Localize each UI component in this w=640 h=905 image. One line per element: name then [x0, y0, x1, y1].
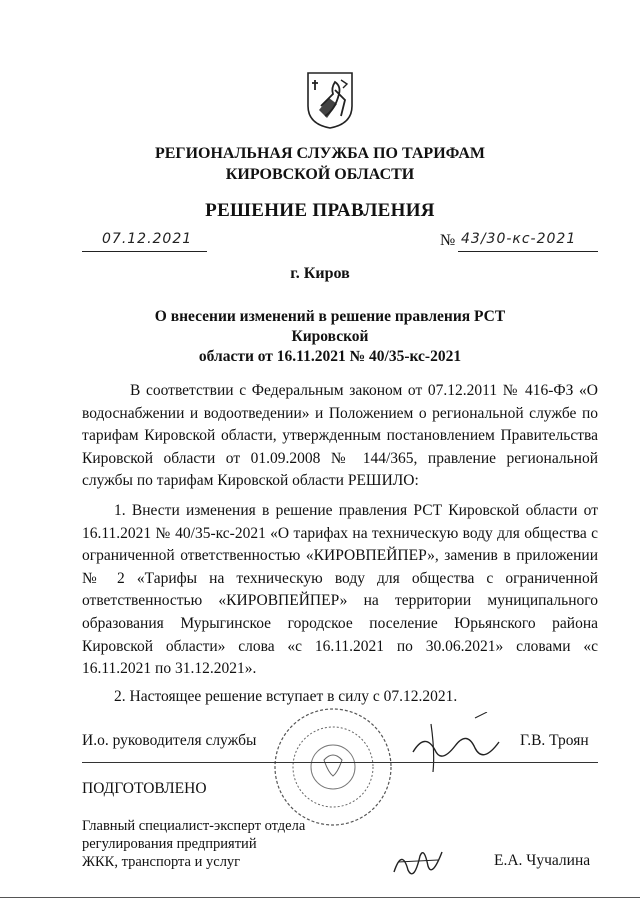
preparer-signature	[388, 842, 448, 882]
head-signature	[405, 712, 505, 782]
official-stamp	[272, 702, 394, 832]
org-name-line1: РЕГИОНАЛЬНАЯ СЛУЖБА ПО ТАРИФАМ	[154, 145, 486, 162]
preparer-name: Е.А. Чучалина	[494, 852, 591, 869]
coat-of-arms-emblem	[305, 70, 355, 130]
body-paragraph-2: 1. Внести изменения в решение правления РСТ Кировской области от 16.11.2021 № 40/35-кс-2021 «О тарифах на техническую воду для общества с ограниченной ответственностью «КИРОВПЕЙПЕР», заменив в приложении № 2 «Тарифы на техническую воду для общества с ограниченной ответственностью «КИРОВПЕЙПЕР» на территории муниципального образования Мурыгинское городское поселение Юрьянского района Кировской области» слова «с 16.11.2021 по 30.06.2021» словами «с 16.11.2021 по 31.12.2021».	[82, 502, 598, 678]
document-date: 07.12.2021	[102, 231, 193, 247]
document-type-title: РЕШЕНИЕ ПРАВЛЕНИЯ	[205, 200, 435, 221]
document-subject	[120, 307, 540, 367]
separator-line	[82, 762, 598, 763]
page-bottom-edge	[0, 897, 640, 898]
subject-line1: О внесении изменений в решение правления РСТ Кировской	[154, 308, 506, 345]
signatory-name: Г.В. Троян	[520, 732, 589, 749]
subject-line2: области от 16.11.2021 № 40/35-кс-2021	[198, 348, 462, 365]
org-name-line2: КИРОВСКОЙ ОБЛАСТИ	[225, 166, 415, 183]
body-paragraph-3: 2. Настоящее решение вступает в силу с 07.12.2021.	[114, 688, 458, 705]
preparer-position-line1: Главный специалист-эксперт отдела	[82, 818, 306, 834]
city-name: г. Киров	[290, 265, 350, 282]
document-number: 43/30-кс-2021	[461, 231, 577, 247]
number-sign: №	[440, 232, 456, 249]
body-paragraph-1: В соответствии с Федеральным законом от 07.12.2011 № 416-ФЗ «О водоснабжении и водоотведении» и Положением о региональной службе по тарифам Кировской области, утвержденным постановлением Правительства Кировской области от 01.09.2008 № 144/365, правление региональной службы по тарифам Кировской области РЕШИЛО:	[82, 382, 598, 490]
preparer-position-line2: регулирования предприятий	[82, 836, 257, 852]
preparer-position-line3: ЖКК, транспорта и услуг	[82, 854, 241, 870]
signatory-position: И.о. руководителя службы	[82, 732, 257, 749]
preparer-position	[82, 817, 342, 871]
prepared-label: ПОДГОТОВЛЕНО	[82, 780, 207, 797]
